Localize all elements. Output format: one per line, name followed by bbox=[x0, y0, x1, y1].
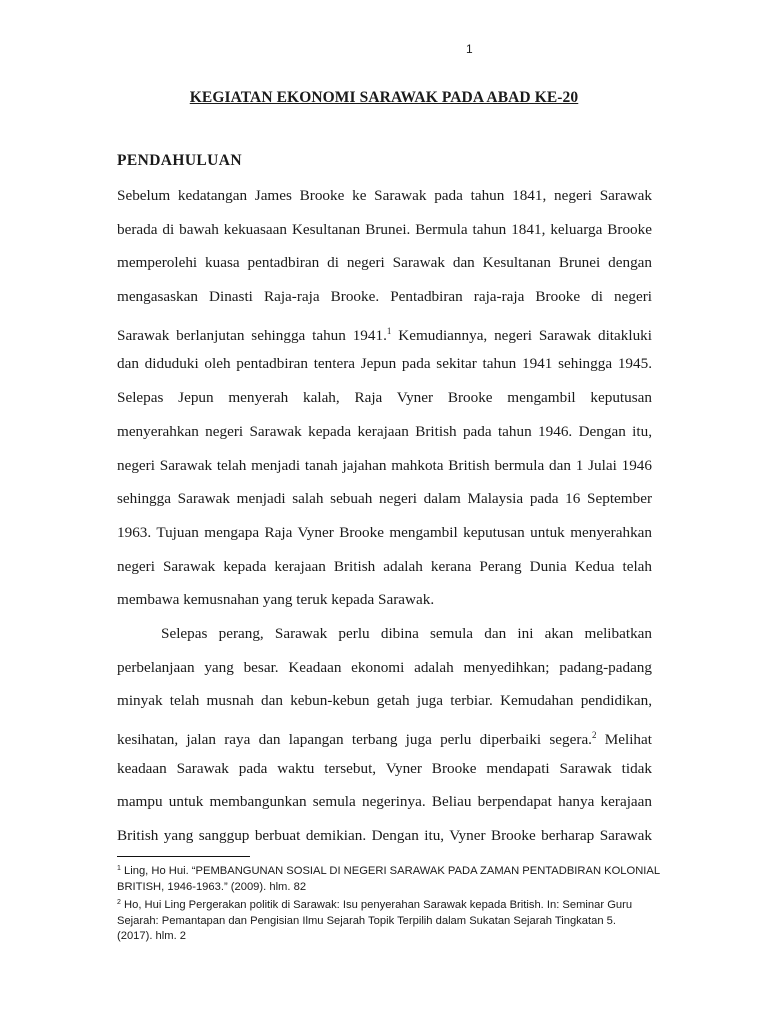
text-line: berada di bawah kekuasaan Kesultanan Brunei. Bermula tahun 1841, keluarga Brooke bbox=[117, 220, 652, 238]
footnote-line: $^1$ Ling, Ho Hui. “PEMBANGUNAN SOSIAL DI NEGERI SARAWAK PADA ZAMAN PENTADBIRAN KOLONIAL bbox=[117, 865, 661, 877]
body-text bbox=[117, 186, 652, 860]
text-line: negeri Sarawak telah menjadi tanah jajahan mahkota British bermula dan 1 Julai 1946 bbox=[117, 456, 652, 474]
footnote-line: Sejarah: Pemantapan dan Pengisian Ilmu Sejarah Topik Terpilih dalam Sukatan Sejarah Tingkatan 5. bbox=[117, 914, 616, 927]
text-line: perbelanjaan yang besar. Keadaan ekonomi adalah menyedihkan; padang-padang bbox=[117, 658, 652, 676]
text-line: negeri Sarawak kepada kerajaan British adalah kerana Perang Dunia Kedua telah bbox=[117, 557, 652, 575]
text-line: membawa kemusnahan yang teruk kepada Sarawak. bbox=[117, 591, 435, 609]
section-heading: PENDAHULUAN bbox=[117, 152, 242, 169]
page-number: 1 bbox=[466, 42, 473, 56]
text-line: Sebelum kedatangan James Brooke ke Sarawak pada tahun 1841, negeri Sarawak bbox=[117, 187, 652, 204]
footnote-separator bbox=[117, 856, 250, 857]
document-title: KEGIATAN EKONOMI SARAWAK PADA ABAD KE-20 bbox=[189, 89, 579, 106]
text-line: dan diduduki oleh pentadbiran tentera Jepun pada sekitar tahun 1941 sehingga 1945. bbox=[117, 355, 652, 373]
text-line: British yang sanggup berbuat demikian. Dengan itu, Vyner Brooke berharap Sarawak bbox=[117, 827, 652, 845]
text-line: menyerahkan negeri Sarawak kepada kerajaan British pada tahun 1946. Dengan itu, bbox=[117, 422, 652, 440]
text-line: Selepas Jepun menyerah kalah, Raja Vyner Brooke mengambil keputusan bbox=[117, 389, 652, 407]
text-line: memperolehi kuasa pentadbiran di negeri Sarawak dan Kesultanan Brunei dengan bbox=[117, 254, 652, 272]
text-line: minyak telah musnah dan kebun-kebun getah juga terbiar. Kemudahan pendidikan, bbox=[117, 692, 652, 710]
text-line: Sarawak berlanjutan sehingga tahun 1941.$^1$ Kemudiannya, negeri Sarawak ditakluki bbox=[117, 325, 652, 344]
text-line: kesihatan, jalan raya dan lapangan terbang juga perlu diperbaiki segera.$^2$ Melihat bbox=[117, 730, 652, 748]
footnote-ref: 1 bbox=[386, 325, 392, 336]
footnote-line: BRITISH, 1946-1963.” (2009). hlm. 82 bbox=[117, 880, 307, 893]
text-line: keadaan Sarawak pada waktu tersebut, Vyner Brooke mendapati Sarawak tidak bbox=[117, 759, 652, 777]
footnote-line: $^2$ Ho, Hui Ling Pergerakan politik di Sarawak: Isu penyerahan Sarawak kepada British. In: Seminar Guru bbox=[117, 899, 633, 911]
text-line: 1963. Tujuan mengapa Raja Vyner Brooke mengambil keputusan untuk menyerahkan bbox=[117, 523, 652, 541]
text-line: mampu untuk membangunkan semula negerinya. Beliau berpendapat hanya kerajaan bbox=[117, 793, 652, 811]
text-line: Selepas perang, Sarawak perlu dibina semula dan ini akan melibatkan bbox=[161, 624, 652, 642]
footnote-ref: 2 bbox=[591, 730, 597, 740]
text-line: sehingga Sarawak menjadi salah sebuah negeri dalam Malaysia pada 16 September bbox=[117, 490, 652, 508]
text-line: mengasaskan Dinasti Raja-raja Brooke. Pentadbiran raja-raja Brooke di negeri bbox=[117, 288, 652, 306]
footnote-line: (2017). hlm. 2 bbox=[117, 930, 187, 942]
footnotes bbox=[117, 861, 662, 945]
